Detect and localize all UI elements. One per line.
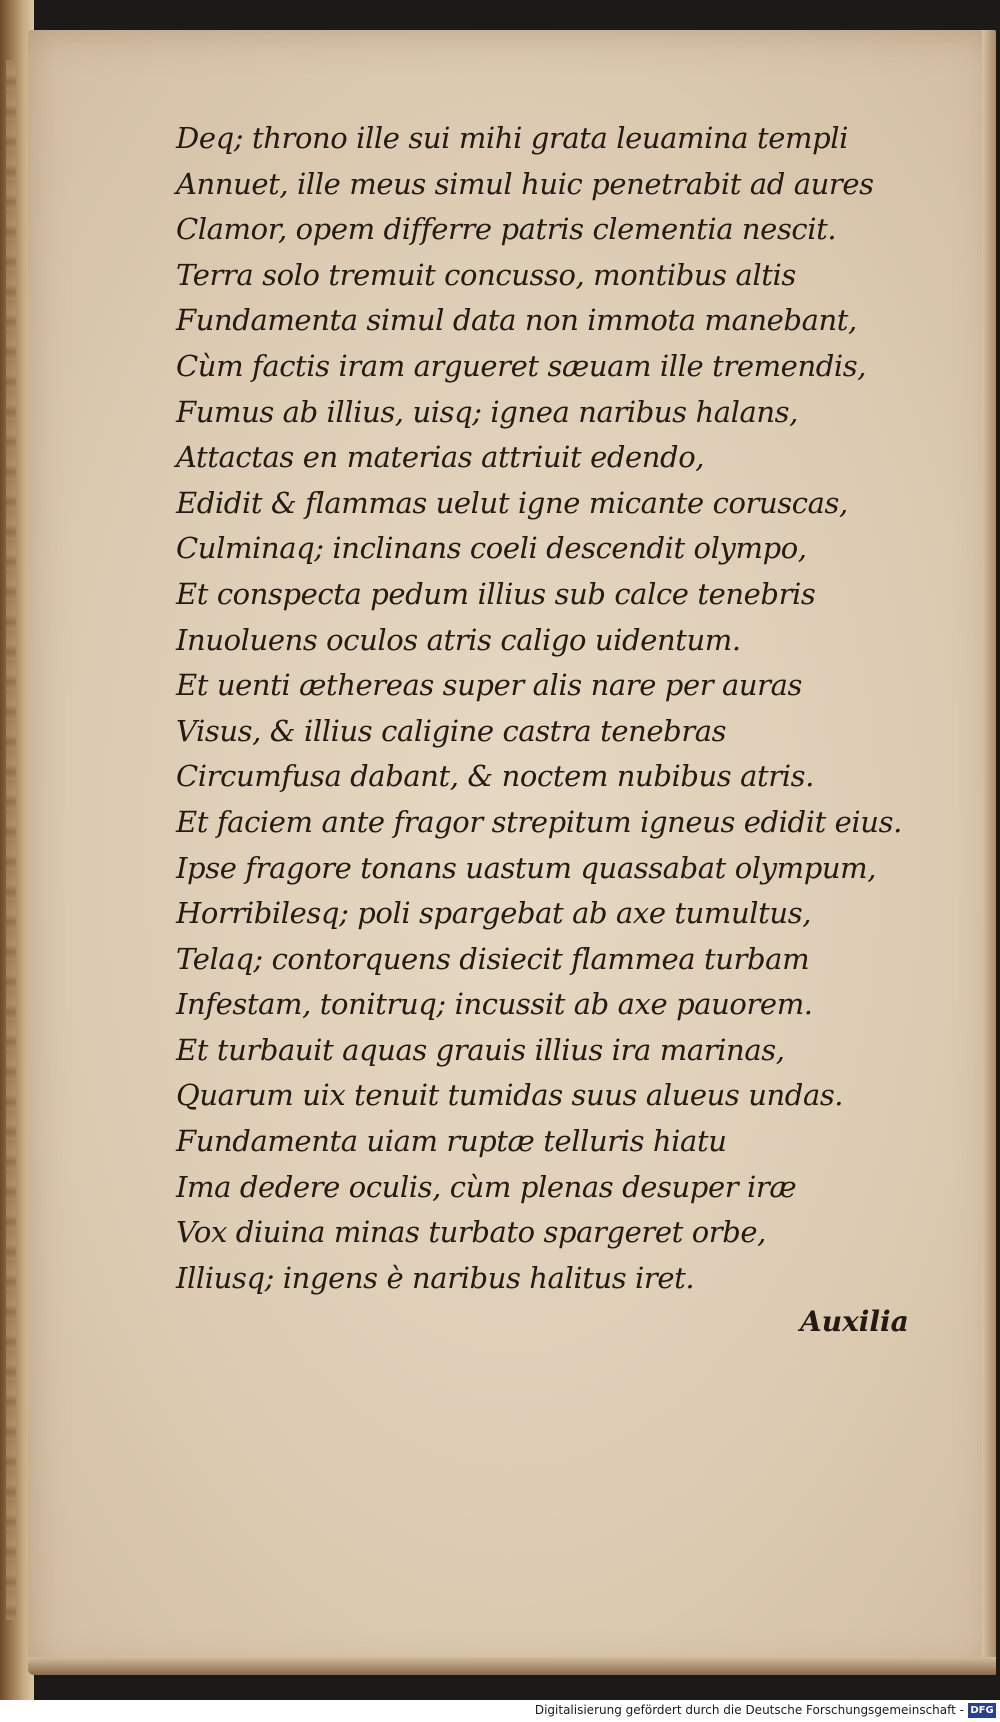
verse-line: Inuoluens oculos atris caligo uidentum.	[176, 622, 741, 657]
verse-line: Et conspecta pedum illius sub calce tenebris	[176, 576, 816, 611]
dfg-logo-icon: DFG	[968, 1703, 996, 1718]
verse-line: Attactas en materias attriuit edendo,	[176, 440, 705, 475]
verse-line: Clamor, opem differre patris clementia nescit.	[176, 212, 837, 247]
funding-credit: Digitalisierung gefördert durch die Deutsche Forschungsgemeinschaft -	[534, 1703, 964, 1717]
page-edge-right	[982, 30, 996, 1675]
verse-line: Visus, & illius caligine castra tenebras	[176, 713, 727, 748]
verse-line: Cùm factis iram argueret sæuam ille tremendis,	[176, 348, 867, 383]
verse-line: Edidit & flammas uelut igne micante coruscas,	[176, 485, 848, 520]
verse-line: Fundamenta simul data non immota manebant,	[176, 303, 857, 338]
verse-line: Vox diuina minas turbato spargeret orbe,	[176, 1215, 766, 1250]
verse-line: Telaq; contorquens disiecit flammea turbam	[176, 941, 810, 976]
verse-line: Et turbauit aquas grauis illius ira marinas,	[176, 1032, 785, 1067]
verse-line: Culminaq; inclinans coeli descendit olympo,	[176, 531, 807, 566]
verse-line: Terra solo tremuit concusso, montibus altis	[176, 257, 796, 292]
binding-edge	[6, 60, 16, 1620]
verse-line: Et uenti æthereas super alis nare per auras	[176, 668, 802, 703]
verse-text-block	[176, 116, 936, 1301]
page-edge-bottom	[28, 1657, 996, 1675]
verse-line: Circumfusa dabant, & noctem nubibus atris.	[176, 759, 814, 794]
verse-line: Annuet, ille meus simul huic penetrabit ad aures	[176, 166, 874, 201]
verse-line: Infestam, tonitruq; incussit ab axe pauorem.	[176, 987, 813, 1022]
verse-line: Ipse fragore tonans uastum quassabat olympum,	[176, 850, 877, 885]
verse-line: Fundamenta uiam ruptæ telluris hiatu	[176, 1124, 727, 1159]
verse-line: Deq; throno ille sui mihi grata leuamina templi	[176, 121, 849, 155]
verse-line: Illiusq; ingens è naribus halitus iret.	[176, 1260, 695, 1295]
digitization-footer	[0, 1700, 1000, 1722]
verse-line: Quarum uix tenuit tumidas suus alueus undas.	[176, 1078, 844, 1113]
verse-line: Ima dedere oculis, cùm plenas desuper iræ	[176, 1169, 797, 1204]
verse-line: Fumus ab illius, uisq; ignea naribus halans,	[176, 394, 798, 429]
verse-line: Et faciem ante fragor strepitum igneus edidit eius.	[176, 804, 902, 839]
catchword: Auxilia	[800, 1305, 909, 1338]
verse-line: Horribilesq; poli spargebat ab axe tumultus,	[176, 896, 812, 931]
